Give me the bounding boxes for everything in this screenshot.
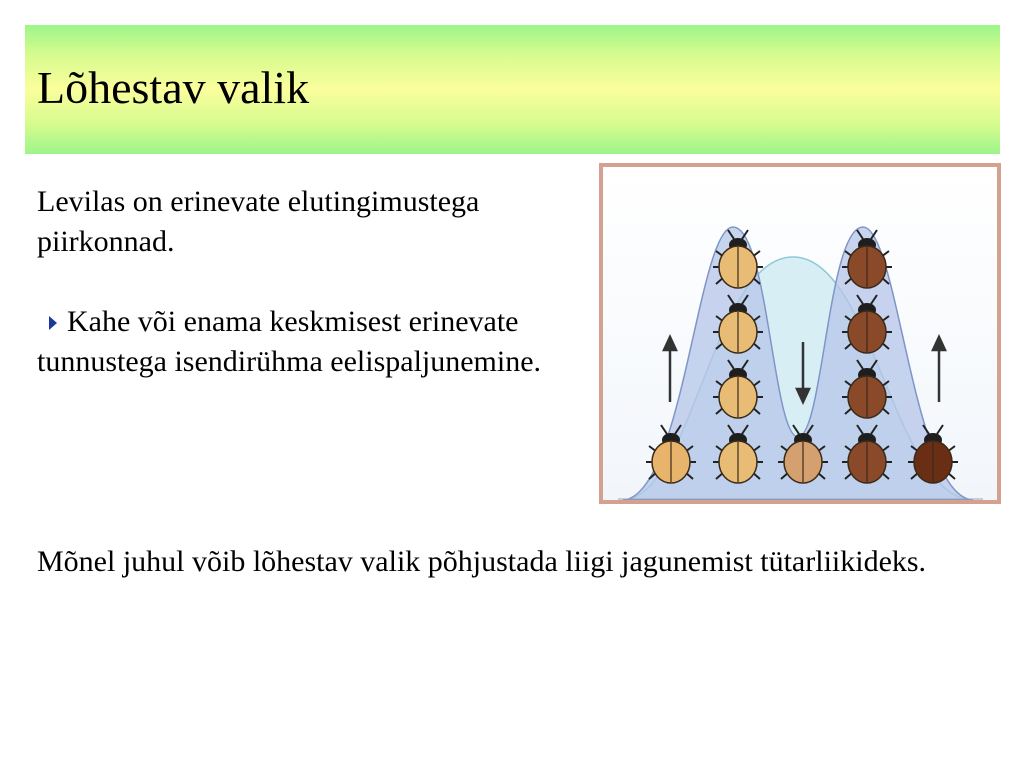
title-banner	[25, 25, 1000, 154]
bimodal-beetle-distribution-icon	[603, 167, 997, 500]
bullet-paragraph	[37, 302, 557, 382]
paragraph-speciation: Mõnel juhul võib lõhestav valik põhjustada liigi jagunemist tütarliikideks.	[37, 545, 927, 578]
paragraph-preferential-reproduction: Kahe või enama keskmisest erinevate tunnustega isendirühma eelispaljunemine.	[37, 305, 542, 378]
disruptive-selection-figure	[599, 163, 1001, 504]
paragraph-habitats: Levilas on erinevate elutingimustega piirkonnad.	[37, 185, 480, 258]
bullet-arrow-icon	[49, 316, 57, 330]
slide-title: Lõhestav valik	[37, 62, 310, 113]
